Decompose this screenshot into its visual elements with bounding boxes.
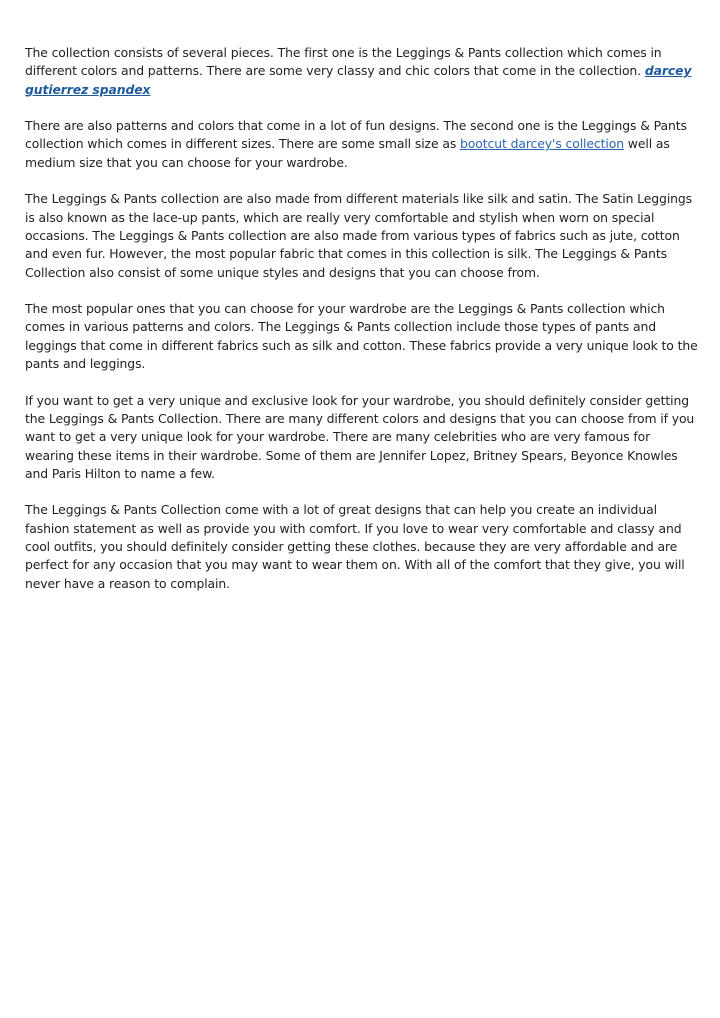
paragraph-1-text: The collection consists of several pieces. The first one is the Leggings & Pants collection which comes in different colors and patterns. There are some very classy and chic colors that come in the collection. — [25, 45, 662, 79]
paragraph-2 — [25, 117, 700, 172]
paragraph-3: The Leggings & Pants collection are also made from different materials like silk and satin. The Satin Leggings is also known as the lace-up pants, which are really very comfortable and stylish when worn on special occasions. The Leggings & Pants collection are also made from various types of fabrics such as jute, cotton and even fur. However, the most popular fabric that comes in this collection is silk. The Leggings & Pants Collection also consist of some unique styles and designs that you can choose from. — [25, 191, 693, 280]
paragraph-4: The most popular ones that you can choose for your wardrobe are the Leggings & Pants collection which comes in various patterns and colors. The Leggings & Pants collection include those types of pants and leggings that come in different fabrics such as silk and cotton. These fabrics provide a very unique look to the pants and leggings. — [25, 301, 698, 372]
paragraph-1 — [25, 44, 700, 99]
paragraph-6: The Leggings & Pants Collection come with a lot of great designs that can help you create an individual fashion statement as well as provide you with comfort. If you love to wear very comfortable and classy and cool outfits, you should definitely consider getting these clothes. because they are very affordable and are perfect for any occasion that you may want to wear them on. With all of the comfort that they give, you will never have a reason to complain. — [25, 502, 685, 591]
darcey-gutierrez-spandex-link[interactable]: darcey gutierrez spandex — [25, 63, 692, 97]
paragraph-5: If you want to get a very unique and exclusive look for your wardrobe, you should definitely consider getting the Leggings & Pants Collection. There are many different colors and designs that you can choose from if you want to get a very unique look for your wardrobe. There are many celebrities who are very famous for wearing these items in their wardrobe. Some of them are Jennifer Lopez, Britney Spears, Beyonce Knowles and Paris Hilton to name a few. — [25, 392, 695, 481]
bootcut-darceys-collection-link[interactable]: bootcut darcey's collection — [460, 136, 624, 152]
paragraph-2-text-before: There are also patterns and colors that come in a lot of fun designs. The second one is the Leggings & Pants collection which comes in different sizes. There are some small size as — [25, 118, 687, 152]
paragraph-2-text-after: well as medium size that you can choose for your wardrobe. — [25, 136, 670, 170]
